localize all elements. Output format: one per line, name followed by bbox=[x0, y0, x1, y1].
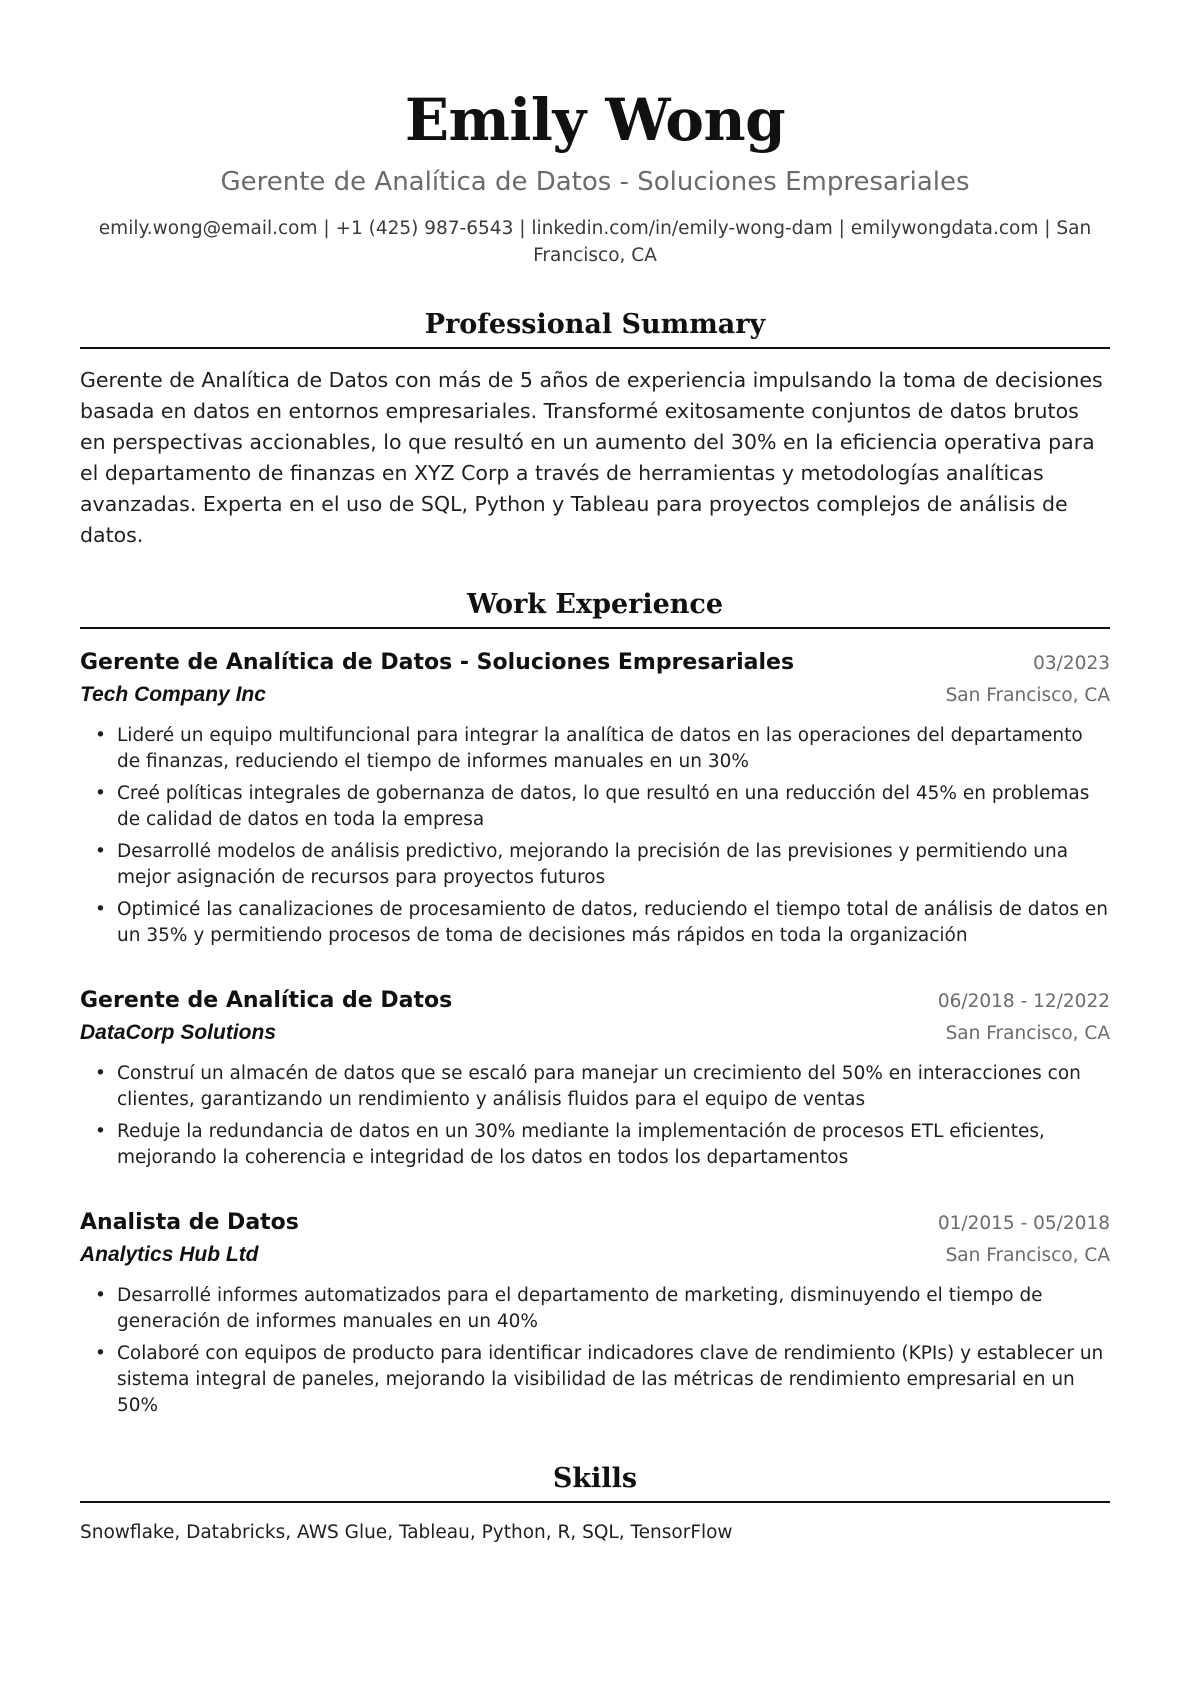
job-location: San Francisco, CA bbox=[945, 685, 1110, 706]
job-bullet bbox=[80, 1061, 1110, 1113]
job-bullet bbox=[80, 781, 1110, 833]
bullet-text: Lideré un equipo multifuncional para integrar la analítica de datos en las operaciones del departamento de finanzas, reduciendo el tiempo de informes manuales en un 30% bbox=[117, 725, 1083, 772]
resume-header bbox=[80, 85, 1110, 269]
job-bullet bbox=[80, 839, 1110, 891]
skills-list: Snowflake, Databricks, AWS Glue, Tableau, Python, R, SQL, TensorFlow bbox=[80, 1522, 733, 1543]
bullet-dot: • bbox=[95, 783, 106, 804]
job-bullets bbox=[80, 1283, 1110, 1419]
bullet-text: Creé políticas integrales de gobernanza de datos, lo que resultó en una reducción del 45% en problemas de calidad de datos en toda la empresa bbox=[117, 783, 1090, 830]
job-title: Gerente de Analítica de Datos - Soluciones Empresariales bbox=[80, 650, 795, 675]
candidate-headline: Gerente de Analítica de Datos - Soluciones Empresariales bbox=[220, 167, 970, 197]
bullet-dot: • bbox=[95, 1343, 106, 1364]
skills-section bbox=[80, 1461, 1110, 1547]
job-entry bbox=[80, 647, 1110, 949]
bullet-text: Optimicé las canalizaciones de procesamiento de datos, reduciendo el tiempo total de análisis de datos en un 35% y permitiendo procesos de toma de decisiones más rápidos en toda la organización bbox=[117, 899, 1109, 946]
job-entry bbox=[80, 985, 1110, 1171]
skills-heading: Skills bbox=[80, 1461, 1110, 1503]
bullet-dot: • bbox=[95, 725, 106, 746]
bullet-dot: • bbox=[95, 1121, 106, 1142]
job-bullet bbox=[80, 1341, 1110, 1419]
bullet-dot: • bbox=[95, 1285, 106, 1306]
company-name: DataCorp Solutions bbox=[80, 1021, 277, 1044]
summary-text: Gerente de Analítica de Datos con más de 5 años de experiencia impulsando la toma de decisiones basada en datos en entornos empresariales. Transformé exitosamente conjuntos de datos brutos en perspectivas accionables, lo que resultó en un aumento del 30% en la eficiencia operativa para el departamento de finanzas en XYZ Corp a través de herramientas y metodologías analíticas avanzadas. Experta en el uso de SQL, Python y Tableau para proyectos complejos de análisis de datos. bbox=[80, 368, 1103, 547]
experience-heading: Work Experience bbox=[80, 587, 1110, 629]
bullet-text: Desarrollé informes automatizados para el departamento de marketing, disminuyendo el tiempo de generación de informes manuales en un 40% bbox=[117, 1285, 1043, 1332]
candidate-name: Emily Wong bbox=[404, 86, 786, 154]
bullet-text: Construí un almacén de datos que se escaló para manejar un crecimiento del 50% en interacciones con clientes, garantizando un rendimiento y análisis fluidos para el equipo de ventas bbox=[117, 1063, 1081, 1110]
bullet-dot: • bbox=[95, 899, 106, 920]
company-name: Analytics Hub Ltd bbox=[80, 1243, 259, 1266]
job-location: San Francisco, CA bbox=[945, 1245, 1110, 1266]
job-bullets bbox=[80, 723, 1110, 949]
job-bullet bbox=[80, 1119, 1110, 1171]
summary-heading: Professional Summary bbox=[80, 307, 1110, 349]
bullet-text: Reduje la redundancia de datos en un 30% mediante la implementación de procesos ETL eficientes, mejorando la coherencia e integridad de los datos en todos los departamentos bbox=[117, 1121, 1045, 1168]
job-dates: 01/2015 - 05/2018 bbox=[937, 1213, 1110, 1234]
contact-line: emily.wong@email.com | +1 (425) 987-6543 | linkedin.com/in/emily-wong-dam | emilywongdata.com | San Francisco, CA bbox=[98, 218, 1092, 266]
job-bullet bbox=[80, 897, 1110, 949]
job-entry bbox=[80, 1207, 1110, 1419]
job-bullets bbox=[80, 1061, 1110, 1171]
experience-section bbox=[80, 587, 1110, 1419]
job-dates: 06/2018 - 12/2022 bbox=[937, 991, 1110, 1012]
job-dates: 03/2023 bbox=[1033, 653, 1110, 674]
job-location: San Francisco, CA bbox=[945, 1023, 1110, 1044]
bullet-dot: • bbox=[95, 1063, 106, 1084]
company-name: Tech Company Inc bbox=[80, 683, 266, 706]
job-title: Analista de Datos bbox=[80, 1210, 299, 1235]
summary-section bbox=[80, 307, 1110, 551]
job-bullet bbox=[80, 723, 1110, 775]
job-bullet bbox=[80, 1283, 1110, 1335]
bullet-text: Desarrollé modelos de análisis predictivo, mejorando la precisión de las previsiones y permitiendo una mejor asignación de recursos para proyectos futuros bbox=[117, 841, 1069, 888]
bullet-text: Colaboré con equipos de producto para identificar indicadores clave de rendimiento (KPIs) y establecer un sistema integral de paneles, mejorando la visibilidad de las métricas de rendimiento empresarial en un 50% bbox=[117, 1343, 1104, 1416]
bullet-dot: • bbox=[95, 841, 106, 862]
job-title: Gerente de Analítica de Datos bbox=[80, 988, 453, 1013]
